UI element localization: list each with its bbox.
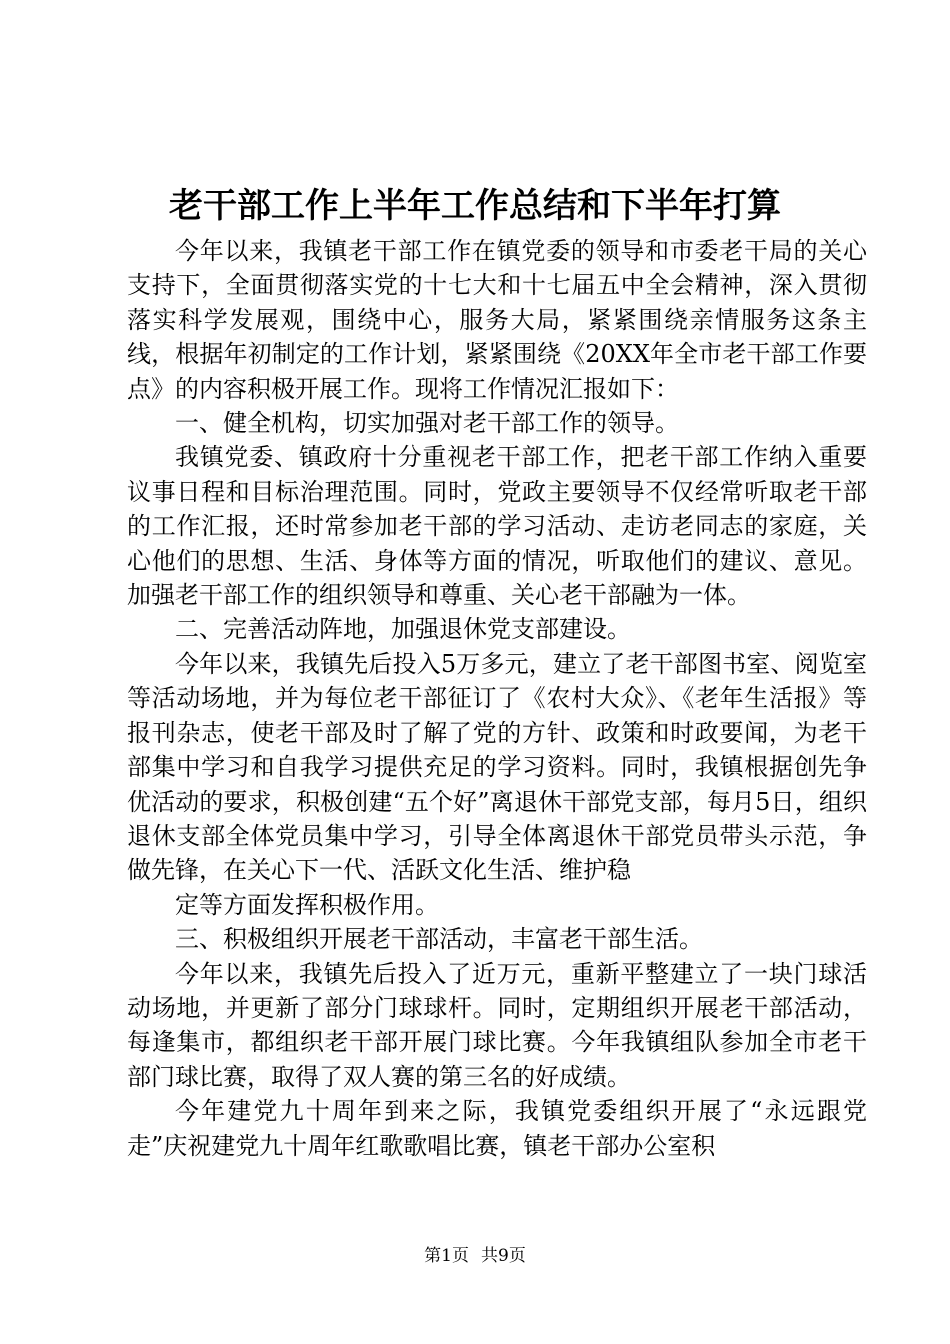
document-body: [127, 234, 867, 1163]
section-heading-2: 二、完善活动阵地，加强退休党支部建设。: [175, 615, 631, 644]
document-title: 老干部工作上半年工作总结和下半年打算: [169, 186, 781, 226]
paragraph-section-2: 今年以来，我镇先后投入5万多元，建立了老干部图书室、阅览室等活动场地，并为每位老干部征订了《农村大众》、《老年生活报》等报刊杂志，使老干部及时了解了党的方针、政策和时政要闻，为老干部集中学习和自我学习提供充足的学习资料。同时，我镇根据创先争优活动的要求，积极创建“五个好”离退休干部党支部，每月5日，组织退休支部全体党员集中学习，引导全体离退休干部党员带头示范，争做先锋，在关心下一代、活跃文化生活、维护稳: [127, 649, 867, 885]
page-footer: [0, 1244, 950, 1268]
paragraph-section-3: 今年以来，我镇先后投入了近万元，重新平整建立了一块门球活动场地，并更新了部分门球球杆。同时，定期组织开展老干部活动，每逢集市，都组织老干部开展门球比赛。今年我镇组队参加全市老干部门球比赛，取得了双人赛的第三名的好成绩。: [127, 959, 867, 1091]
section-heading-1: 一、健全机构，切实加强对老干部工作的领导。: [175, 409, 679, 438]
paragraph-section-1: 我镇党委、镇政府十分重视老干部工作，把老干部工作纳入重要议事日程和目标治理范围。同时，党政主要领导不仅经常听取老干部的工作汇报，还时常参加老干部的学习活动、走访老同志的家庭，关心他们的思想、生活、身体等方面的情况，听取他们的建议、意见。加强老干部工作的组织领导和尊重、关心老干部融为一体。: [127, 443, 867, 610]
page-number: 第1页: [424, 1246, 469, 1266]
page-total: 共9页: [481, 1246, 526, 1266]
paragraph-section-3-b: 今年建党九十周年到来之际，我镇党委组织开展了“永远跟党走”庆祝建党九十周年红歌歌唱比赛，镇老干部办公室积: [127, 1097, 867, 1160]
section-heading-3: 三、积极组织开展老干部活动，丰富老干部生活。: [175, 925, 703, 954]
paragraph-section-2-continued: 定等方面发挥积极作用。: [175, 890, 439, 919]
paragraph-intro: 今年以来，我镇老干部工作在镇党委的领导和市委老干局的关心支持下，全面贯彻落实党的十七大和十七届五中全会精神，深入贯彻落实科学发展观，围绕中心，服务大局，紧紧围绕亲情服务这条主线，根据年初制定的工作计划，紧紧围绕《20XX年全市老干部工作要点》的内容积极开展工作。现将工作情况汇报如下：: [127, 237, 867, 403]
